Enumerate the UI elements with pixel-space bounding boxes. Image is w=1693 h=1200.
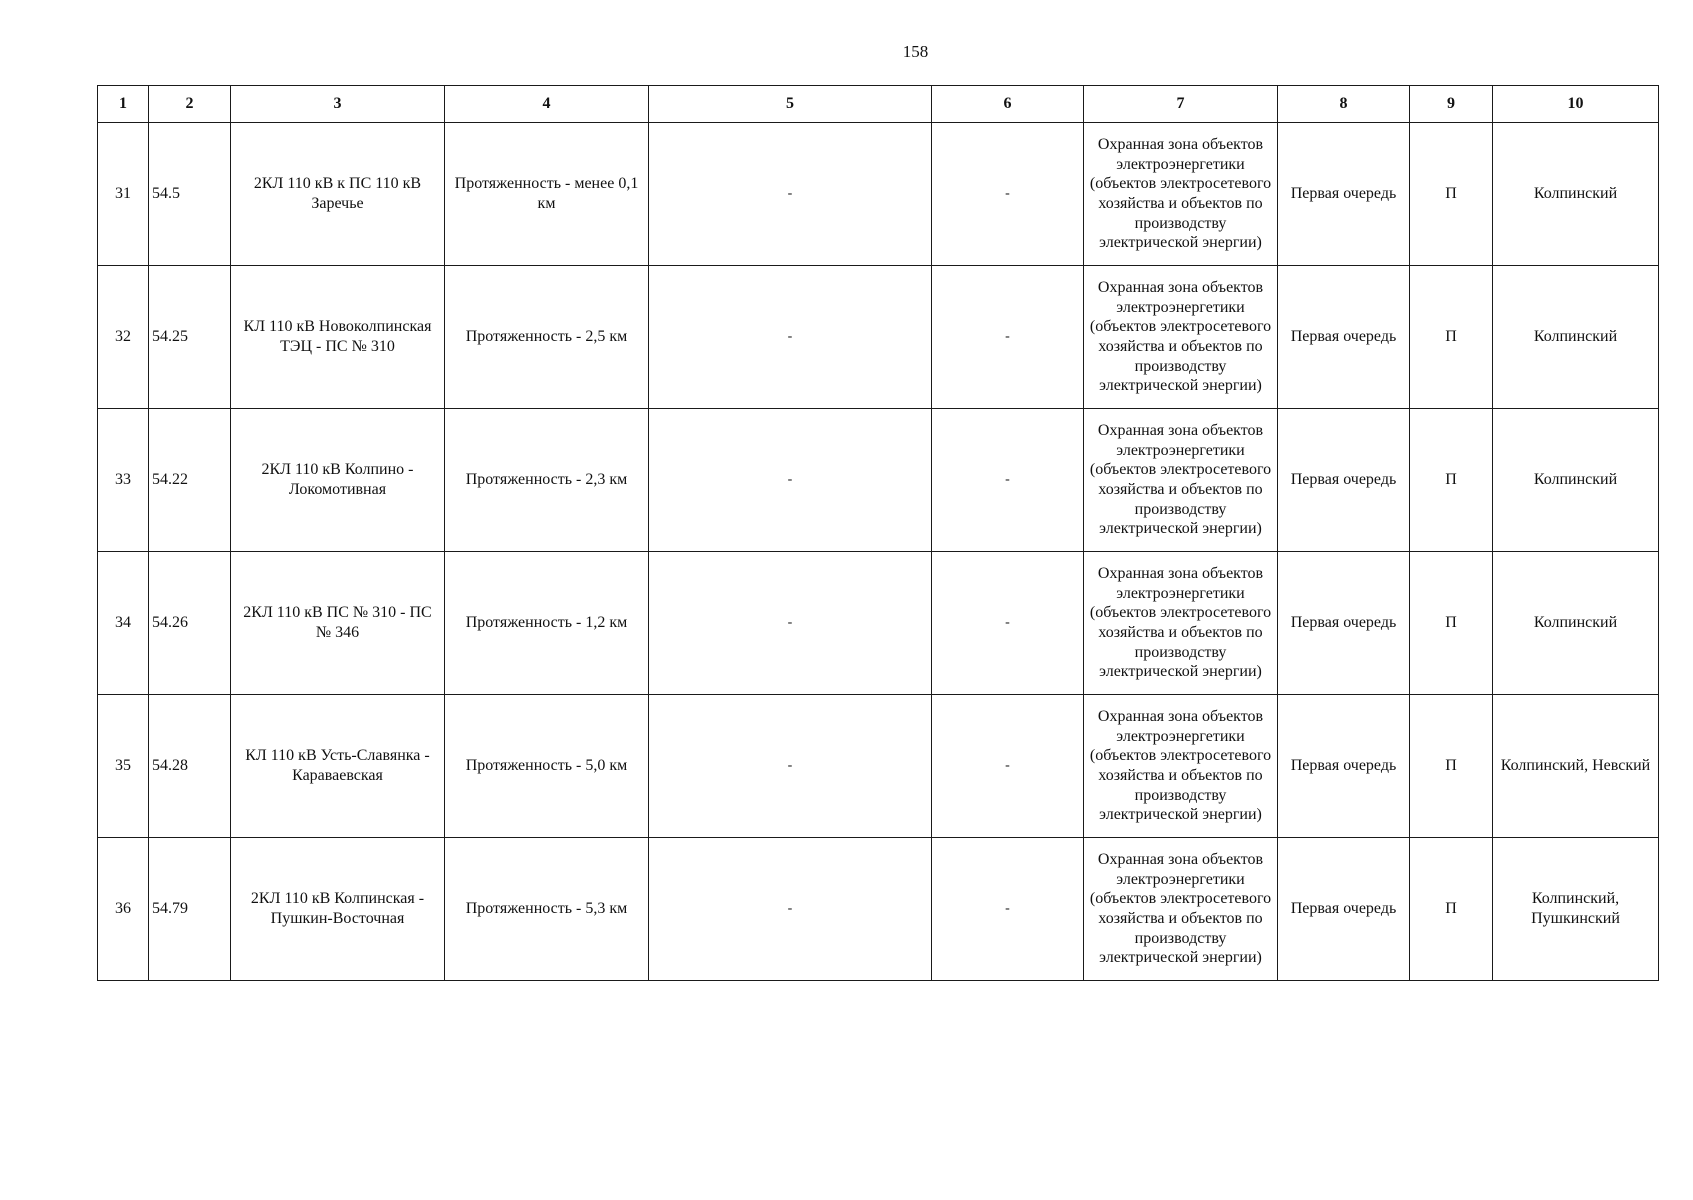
- row-number: 34: [98, 552, 149, 695]
- status-code: П: [1410, 838, 1493, 981]
- column-6-value: -: [932, 695, 1084, 838]
- object-code: 54.28: [149, 695, 231, 838]
- table-row: [98, 123, 1659, 266]
- district: Колпинский, Невский: [1493, 695, 1659, 838]
- protection-zone: Охранная зона объектов электроэнергетики (объектов электросетевого хозяйства и объектов по производству электрической энергии): [1084, 266, 1278, 409]
- table-row: [98, 838, 1659, 981]
- table-row: [98, 409, 1659, 552]
- status-code: П: [1410, 123, 1493, 266]
- object-name: 2КЛ 110 кВ Колпино - Локомотивная: [231, 409, 445, 552]
- object-name: КЛ 110 кВ Усть-Славянка - Караваевская: [231, 695, 445, 838]
- object-code: 54.22: [149, 409, 231, 552]
- status-code: П: [1410, 695, 1493, 838]
- status-code: П: [1410, 409, 1493, 552]
- protection-zone: Охранная зона объектов электроэнергетики (объектов электросетевого хозяйства и объектов по производству электрической энергии): [1084, 838, 1278, 981]
- header-cell-7: 7: [1084, 86, 1278, 123]
- header-cell-8: 8: [1278, 86, 1410, 123]
- column-5-value: -: [649, 695, 932, 838]
- object-code: 54.25: [149, 266, 231, 409]
- column-6-value: -: [932, 838, 1084, 981]
- implementation-stage: Первая очередь: [1278, 123, 1410, 266]
- district: Колпинский: [1493, 266, 1659, 409]
- table-row: [98, 695, 1659, 838]
- implementation-stage: Первая очередь: [1278, 409, 1410, 552]
- header-cell-6: 6: [932, 86, 1084, 123]
- header-cell-10: 10: [1493, 86, 1659, 123]
- column-5-value: -: [649, 409, 932, 552]
- implementation-stage: Первая очередь: [1278, 838, 1410, 981]
- object-length: Протяженность - 2,5 км: [445, 266, 649, 409]
- column-6-value: -: [932, 266, 1084, 409]
- status-code: П: [1410, 552, 1493, 695]
- protection-zone: Охранная зона объектов электроэнергетики (объектов электросетевого хозяйства и объектов по производству электрической энергии): [1084, 409, 1278, 552]
- object-length: Протяженность - 5,0 км: [445, 695, 649, 838]
- object-name: 2КЛ 110 кВ Колпинская - Пушкин-Восточная: [231, 838, 445, 981]
- column-6-value: -: [932, 123, 1084, 266]
- implementation-stage: Первая очередь: [1278, 552, 1410, 695]
- object-code: 54.79: [149, 838, 231, 981]
- object-name: 2КЛ 110 кВ к ПС 110 кВ Заречье: [231, 123, 445, 266]
- header-cell-2: 2: [149, 86, 231, 123]
- table-row: [98, 552, 1659, 695]
- district: Колпинский, Пушкинский: [1493, 838, 1659, 981]
- object-length: Протяженность - 5,3 км: [445, 838, 649, 981]
- row-number: 31: [98, 123, 149, 266]
- column-6-value: -: [932, 552, 1084, 695]
- status-code: П: [1410, 266, 1493, 409]
- implementation-stage: Первая очередь: [1278, 695, 1410, 838]
- district: Колпинский: [1493, 409, 1659, 552]
- registry-table: [97, 85, 1659, 981]
- row-number: 33: [98, 409, 149, 552]
- object-length: Протяженность - 2,3 км: [445, 409, 649, 552]
- header-cell-4: 4: [445, 86, 649, 123]
- column-5-value: -: [649, 838, 932, 981]
- object-length: Протяженность - менее 0,1 км: [445, 123, 649, 266]
- header-cell-5: 5: [649, 86, 932, 123]
- row-number: 32: [98, 266, 149, 409]
- district: Колпинский: [1493, 123, 1659, 266]
- protection-zone: Охранная зона объектов электроэнергетики (объектов электросетевого хозяйства и объектов по производству электрической энергии): [1084, 695, 1278, 838]
- column-5-value: -: [649, 123, 932, 266]
- object-code: 54.26: [149, 552, 231, 695]
- header-cell-1: 1: [98, 86, 149, 123]
- protection-zone: Охранная зона объектов электроэнергетики (объектов электросетевого хозяйства и объектов по производству электрической энергии): [1084, 552, 1278, 695]
- column-5-value: -: [649, 552, 932, 695]
- object-name: КЛ 110 кВ Новоколпинская ТЭЦ - ПС № 310: [231, 266, 445, 409]
- header-row: [98, 86, 1659, 123]
- district: Колпинский: [1493, 552, 1659, 695]
- object-name: 2КЛ 110 кВ ПС № 310 - ПС № 346: [231, 552, 445, 695]
- row-number: 35: [98, 695, 149, 838]
- header-cell-3: 3: [231, 86, 445, 123]
- header-cell-9: 9: [1410, 86, 1493, 123]
- column-5-value: -: [649, 266, 932, 409]
- object-code: 54.5: [149, 123, 231, 266]
- implementation-stage: Первая очередь: [1278, 266, 1410, 409]
- row-number: 36: [98, 838, 149, 981]
- protection-zone: Охранная зона объектов электроэнергетики (объектов электросетевого хозяйства и объектов по производству электрической энергии): [1084, 123, 1278, 266]
- page-number: 158: [902, 42, 929, 61]
- column-6-value: -: [932, 409, 1084, 552]
- table-row: [98, 266, 1659, 409]
- object-length: Протяженность - 1,2 км: [445, 552, 649, 695]
